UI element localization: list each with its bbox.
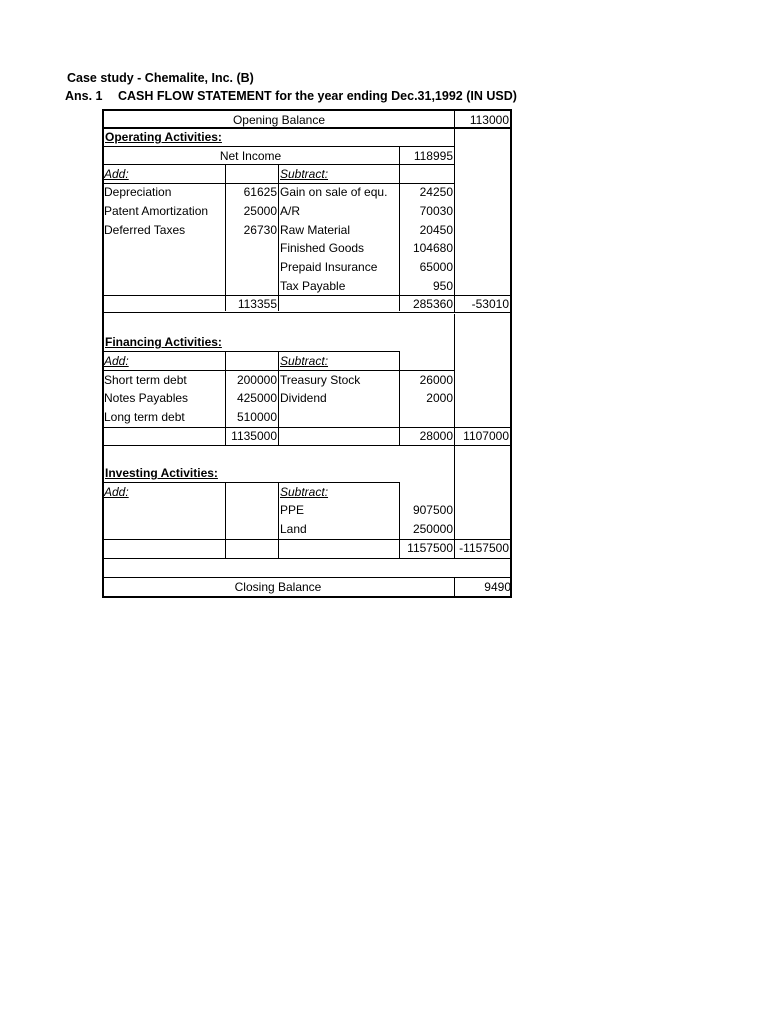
operating-subtract-item: Finished Goods xyxy=(280,241,365,255)
financing-right-column-border xyxy=(454,314,455,445)
operating-subtract-value: 20450 xyxy=(419,223,453,237)
operating-add-total: 113355 xyxy=(237,297,277,311)
operating-subtract-value: 65000 xyxy=(419,260,453,274)
operating-subtract-value: 950 xyxy=(432,279,453,293)
investing-add-label: Add: xyxy=(104,485,129,499)
cash-flow-table xyxy=(102,109,512,598)
operating-heading: Operating Activities: xyxy=(105,130,222,144)
financing-subtract-value: 26000 xyxy=(419,373,453,387)
operating-subtract-label: Subtract: xyxy=(280,167,329,181)
operating-add-value: 25000 xyxy=(243,204,277,218)
operating-add-item: Patent Amortization xyxy=(104,204,209,218)
financing-heading: Financing Activities: xyxy=(105,335,222,349)
case-study-title: Case study - Chemalite, Inc. (B) xyxy=(67,71,254,85)
operating-subtract-item: Prepaid Insurance xyxy=(280,260,378,274)
financing-net: 1107000 xyxy=(463,429,509,443)
operating-subtract-value: 104680 xyxy=(412,241,453,255)
investing-subtract-value: 907500 xyxy=(412,503,453,517)
investing-subtract-total: 1157500 xyxy=(407,541,453,555)
financing-add-item: Long term debt xyxy=(104,410,185,424)
operating-subtract-value: 24250 xyxy=(419,185,453,199)
financing-subtract-label: Subtract: xyxy=(280,354,329,368)
operating-add-item: Deferred Taxes xyxy=(104,223,186,237)
operating-subtract-item: Gain on sale of equ. xyxy=(280,185,388,199)
statement-title: CASH FLOW STATEMENT for the year ending Dec.31,1992 (IN USD) xyxy=(118,89,517,103)
financing-add-value: 200000 xyxy=(236,373,277,387)
investing-subtract-item: Land xyxy=(280,522,307,536)
operating-net: -53010 xyxy=(471,297,509,311)
financing-subtract-value: 2000 xyxy=(426,391,453,405)
financing-subtract-item: Treasury Stock xyxy=(280,373,361,387)
answer-label: Ans. 1 xyxy=(65,89,103,103)
closing-balance-label: Closing Balance xyxy=(102,578,454,598)
investing-subtract-item: PPE xyxy=(280,503,305,517)
investing-subtract-label: Subtract: xyxy=(280,485,329,499)
financing-add-value: 510000 xyxy=(236,410,277,424)
operating-subtract-item: Raw Material xyxy=(280,223,351,237)
opening-balance-value: 113000 xyxy=(454,109,512,128)
operating-right-top-border xyxy=(454,128,512,129)
financing-add-label: Add: xyxy=(104,354,129,368)
operating-add-label: Add: xyxy=(104,167,129,181)
investing-heading: Investing Activities: xyxy=(105,466,218,480)
operating-add-value: 26730 xyxy=(243,223,277,237)
operating-add-item: Depreciation xyxy=(104,185,172,199)
investing-subtract-value: 250000 xyxy=(412,522,453,536)
financing-add-total: 1135000 xyxy=(231,429,277,443)
operating-subtract-item: A/R xyxy=(280,204,301,218)
operating-add-value: 61625 xyxy=(243,185,277,199)
financing-add-item: Short term debt xyxy=(104,373,187,387)
operating-subtract-item: Tax Payable xyxy=(280,279,346,293)
financing-subtract-item: Dividend xyxy=(280,391,327,405)
opening-balance-label: Opening Balance xyxy=(102,109,454,128)
operating-subtract-value: 70030 xyxy=(419,204,453,218)
table-right-border xyxy=(510,128,512,598)
closing-balance-value: 9490 xyxy=(454,578,512,598)
operating-subtract-total: 285360 xyxy=(412,297,453,311)
blank-row xyxy=(102,558,512,578)
net-income-label: Net Income xyxy=(102,146,399,165)
operating-right-column-border xyxy=(454,128,455,311)
financing-add-item: Notes Payables xyxy=(104,391,189,405)
financing-add-value: 425000 xyxy=(236,391,277,405)
financing-subtract-total: 28000 xyxy=(419,429,453,443)
investing-net: -1157500 xyxy=(459,541,509,555)
net-income-value: 118995 xyxy=(399,146,454,165)
